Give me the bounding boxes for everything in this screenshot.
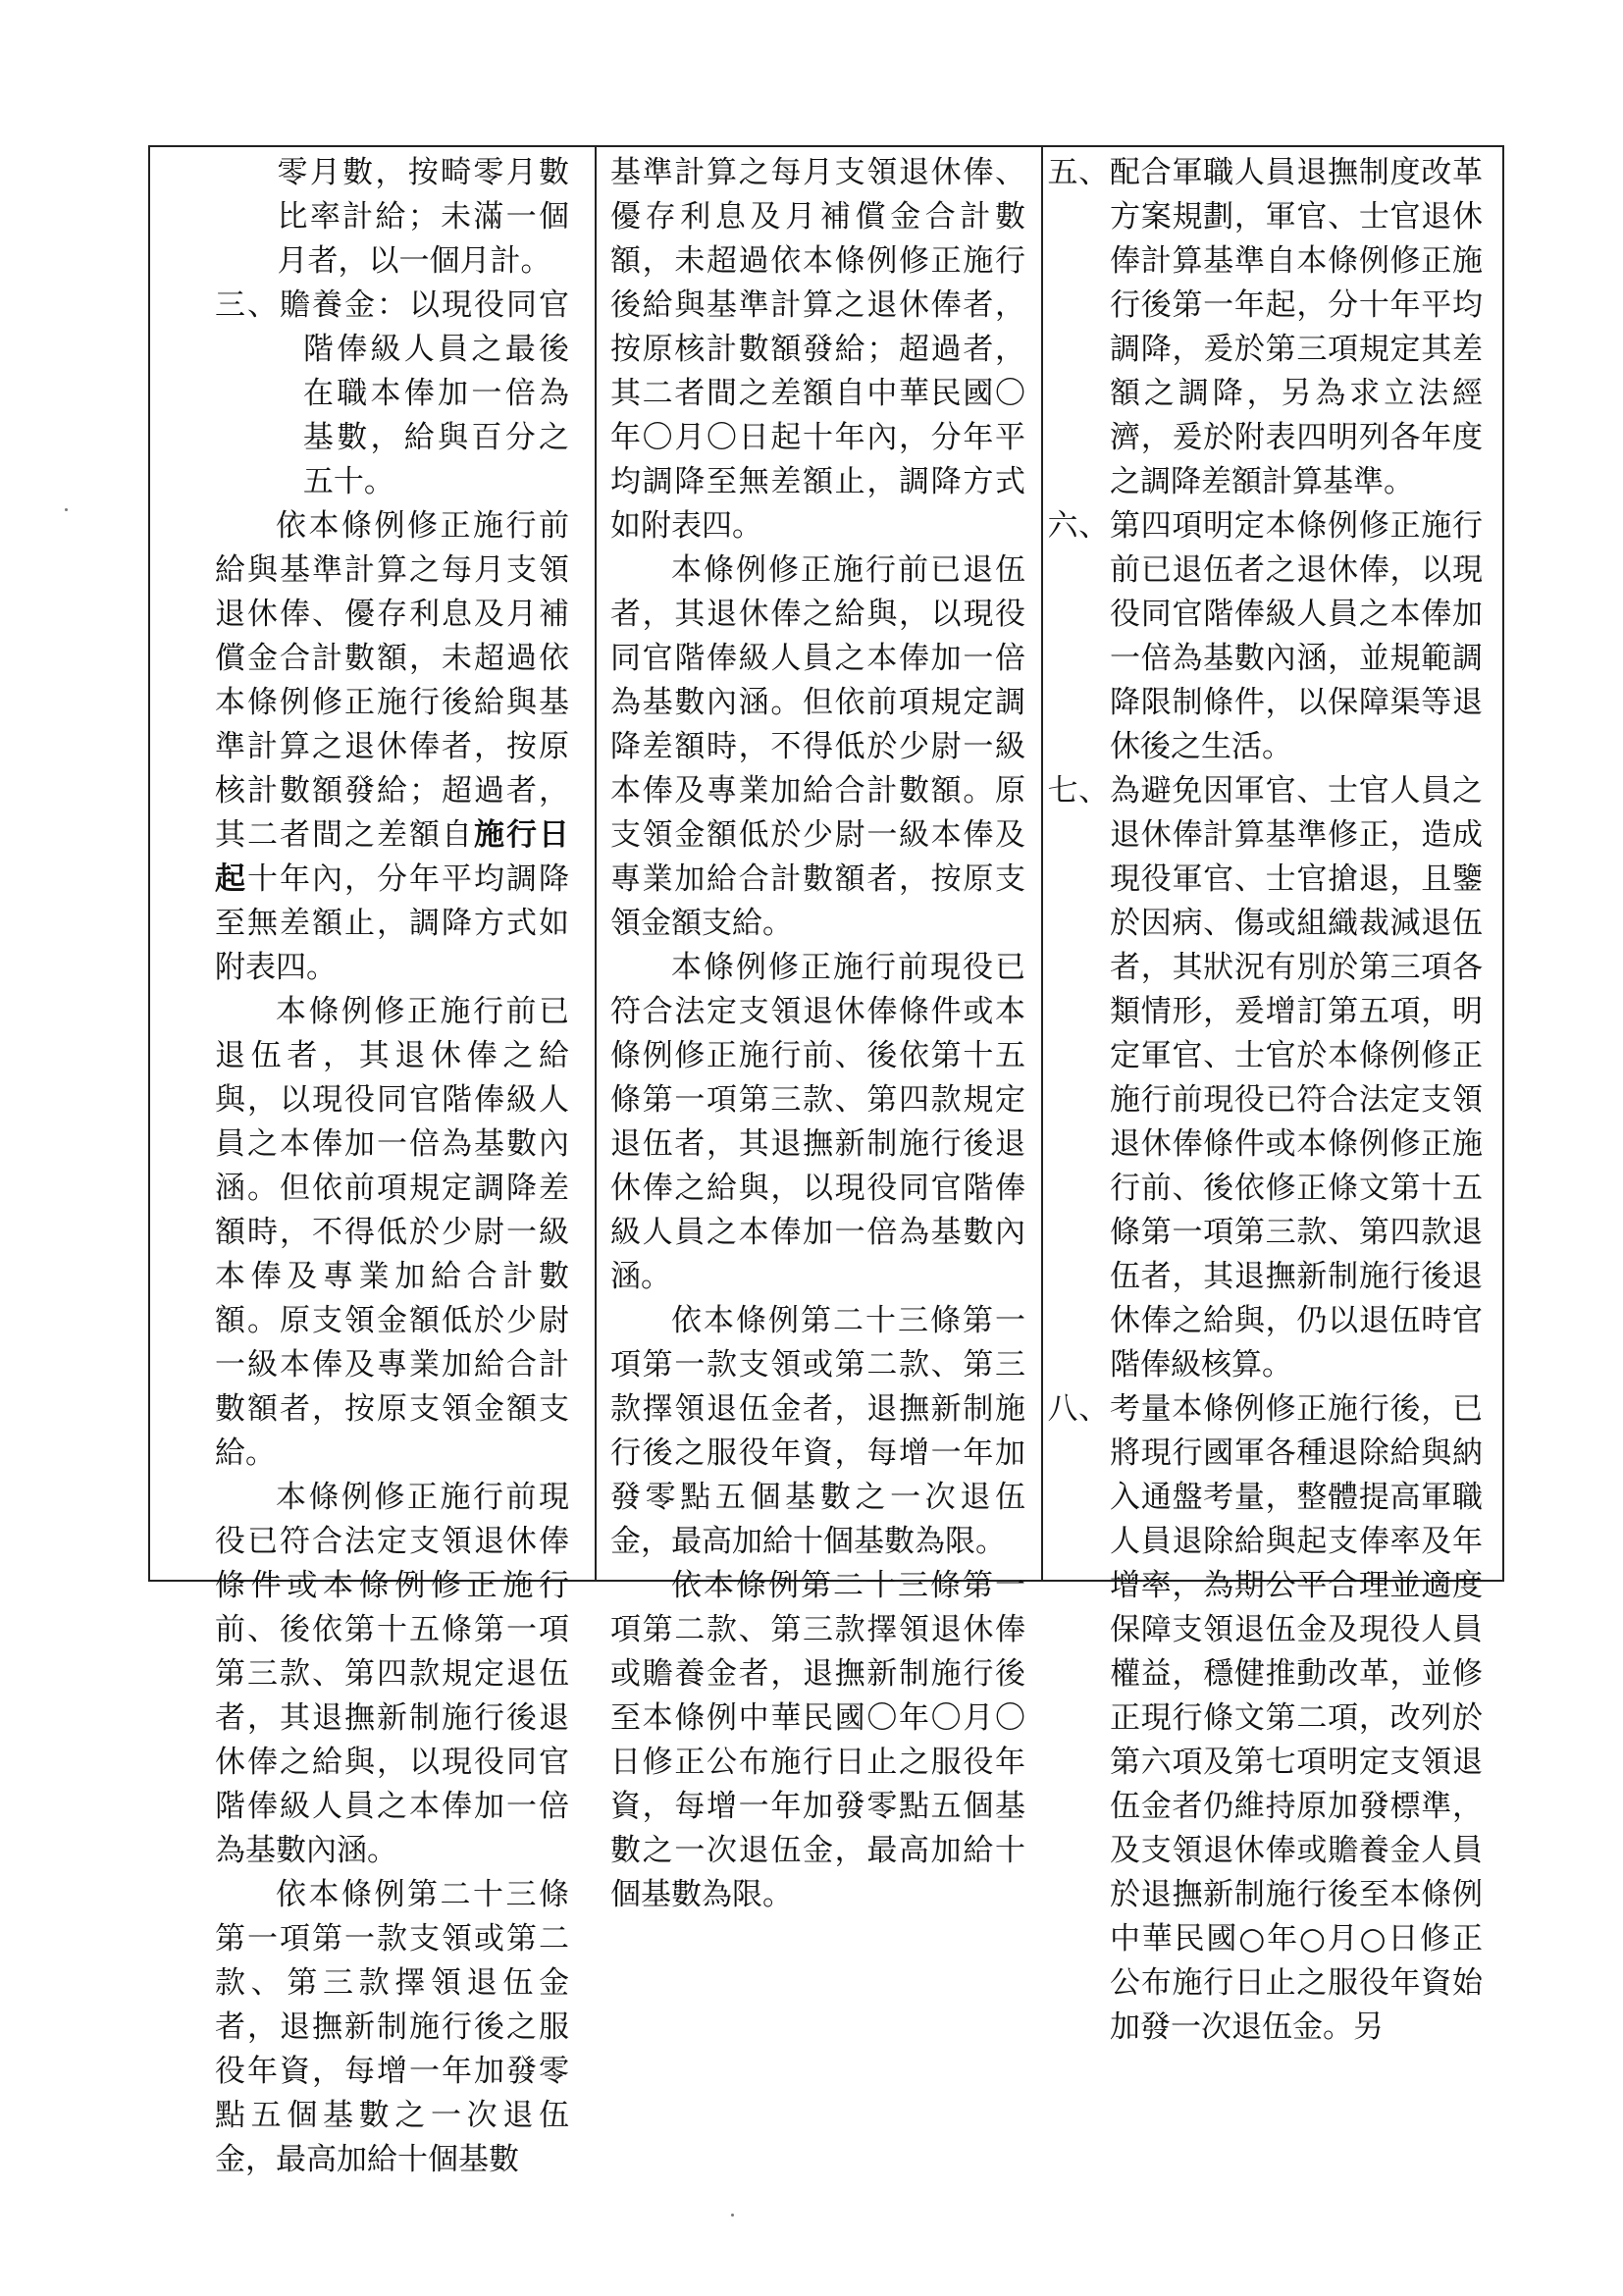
paragraph: [215, 504, 569, 990]
paragraph: 本條例修正施行前現役已符合法定支領退休俸條件或本條例修正施行前、後依第十五條第一項第三款、第四款規定退伍者，其退撫新制施行後退休俸之給與，以現役同官階俸級人員之本俸加一倍為基數內涵。: [610, 950, 1025, 1294]
paragraph: 本條例修正施行前已退伍者，其退休俸之給與，以現役同官階俸級人員之本俸加一倍為基數內涵。但依前項規定調降差額時，不得低於少尉一級本俸及專業加給合計數額。原支領金額低於少尉一級本俸及專業加給合計數額者，按原支領金額支給。: [215, 994, 569, 1471]
paragraph: 六、第四項明定本條例修正施行前已退伍者之退休俸，以現役同官階俸級人員之本俸加一倍為基數內涵，並規範調降限制條件，以保障渠等退休後之生活。: [1047, 508, 1483, 764]
paragraph: 基準計算之每月支領退休俸、優存利息及月補償金合計數額，未超過依本條例修正施行後給與基準計算之退休俸者，按原核計數額發給；超過者，其二者間之差額自中華民國〇年〇月〇日起十年內，分年平均調降至無差額止，調降方式如附表四。: [610, 155, 1025, 544]
paragraph: 七、為避免因軍官、士官人員之退休俸計算基準修正，造成現役軍官、士官搶退，且鑒於因病、傷或組織裁減退伍者，其狀況有別於第三項各類情形，爰增訂第五項，明定軍官、士官於本條例修正施行前現役已符合法定支領退休俸條件或本條例修正施行前、後依修正條文第十五條第一項第三款、第四款退伍者，其退撫新制施行後退休俸之給與，仍以退伍時官階俸級核算。: [1047, 773, 1483, 1383]
paragraph-text: 依本條例修正施行前給與基準計算之每月支領退休俸、優存利息及月補償金合計數額，未超過依本條例修正施行後給與基準計算之退休俸者，按原核計數額發給；超過者，其二者間之差額自: [215, 508, 569, 853]
comparison-table: [148, 145, 1504, 2177]
bold-text: 施行日起: [215, 817, 569, 897]
paragraph-text: 十年內，分年平均調降至無差額止，調降方式如附表四。: [215, 861, 569, 985]
scan-speck: [731, 2214, 734, 2217]
scan-speck: [65, 508, 68, 511]
paragraph: 本條例修正施行前已退伍者，其退休俸之給與，以現役同官階俸級人員之本俸加一倍為基數內涵。但依前項規定調降差額時，不得低於少尉一級本俸及專業加給合計數額。原支領金額低於少尉一級本俸及專業加給合計數額者，按原支領金額支給。: [610, 552, 1025, 941]
table-column-3: [1043, 147, 1502, 2045]
table-column-2: [597, 147, 1043, 1912]
paragraph: 八、考量本條例修正施行後，已將現行國軍各種退除給與納入通盤考量，整體提高軍職人員退除給與起支俸率及年增率，為期公平合理並適度保障支領退伍金及現役人員權益，穩健推動改革，並修正現行條文第二項，改列於第六項及第七項明定支領退伍金者仍維持原加發標準，及支領退休俸或贍養金人員於退撫新制施行後至本條例中華民國○年○月○日修正公布施行日止之服役年資始加發一次退伍金。另: [1047, 1391, 1483, 2045]
paragraph: 依本條例第二十三條第一項第一款支領或第二款、第三款擇領退伍金者，退撫新制施行後之服役年資，每增一年加發零點五個基數之一次退伍金，最高加給十個基數為限。: [610, 1303, 1025, 1559]
paragraph: 零月數，按畸零月數比率計給；未滿一個月者，以一個月計。: [277, 155, 569, 279]
paragraph: 依本條例第二十三條第一項第一款支領或第二款、第三款擇領退伍金者，退撫新制施行後之服役年資，每增一年加發零點五個基數之一次退伍金，最高加給十個基數: [215, 1877, 569, 2177]
paragraph: 三、贍養金：以現役同官階俸級人員之最後在職本俸加一倍為基數，給與百分之五十。: [215, 287, 569, 499]
paragraph: 本條例修正施行前現役已符合法定支領退休俸條件或本條例修正施行前、後依第十五條第一項第三款、第四款規定退伍者，其退撫新制施行後退休俸之給與，以現役同官階俸級人員之本俸加一倍為基數內涵。: [215, 1480, 569, 1868]
paragraph: 五、配合軍職人員退撫制度改革方案規劃，軍官、士官退休俸計算基準自本條例修正施行後第一年起，分十年平均調降，爰於第三項規定其差額之調降，另為求立法經濟，爰於附表四明列各年度之調降差額計算基準。: [1047, 155, 1483, 499]
table-column-1: [150, 147, 597, 2177]
paragraph: 依本條例第二十三條第一項第二款、第三款擇領退休俸或贍養金者，退撫新制施行後至本條例中華民國〇年〇月〇日修正公布施行日止之服役年資，每增一年加發零點五個基數之一次退伍金，最高加給十個基數為限。: [610, 1568, 1025, 1912]
